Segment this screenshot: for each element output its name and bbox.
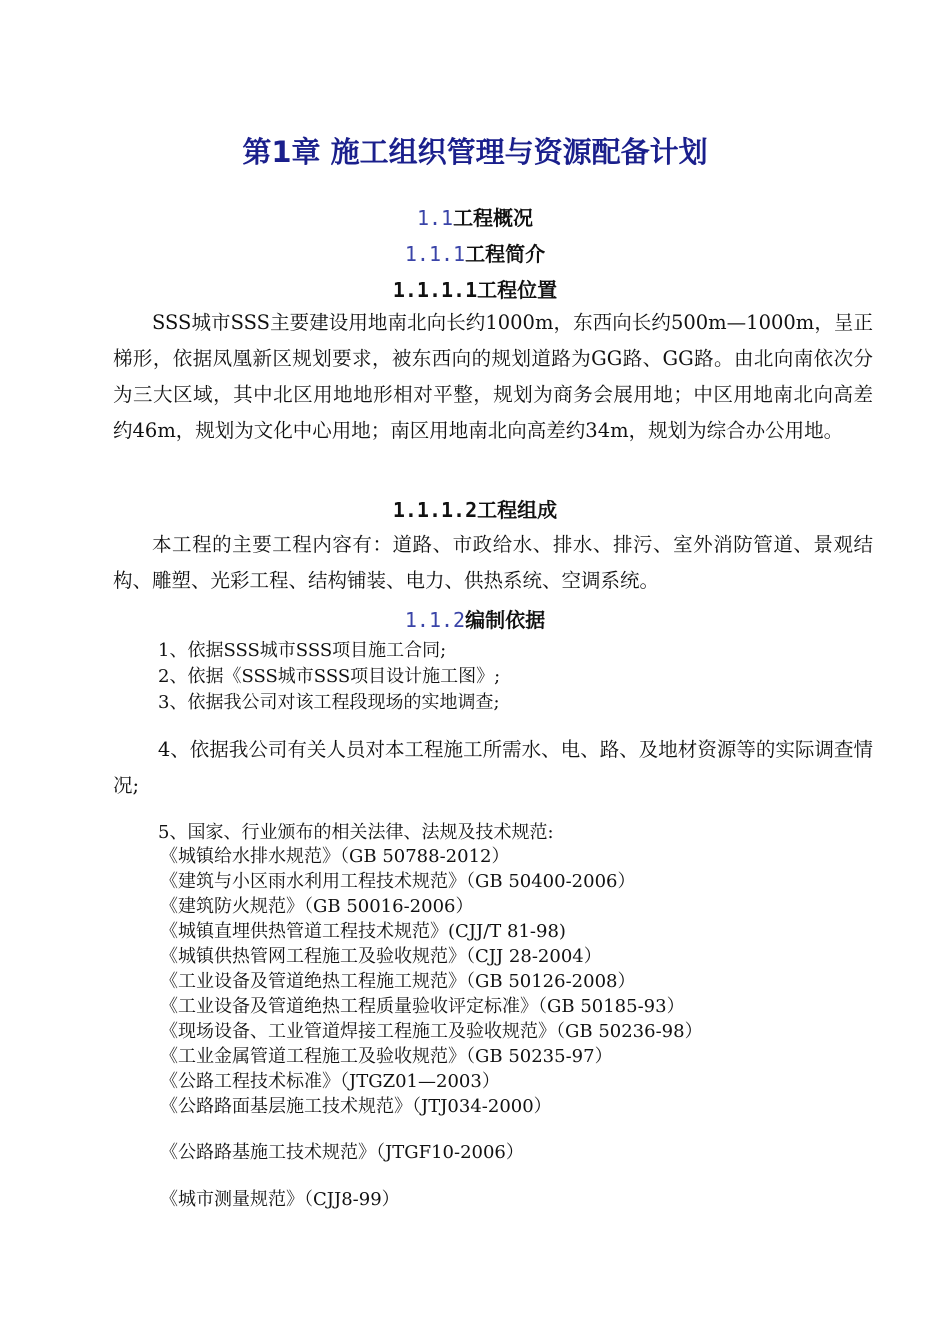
list-item: 《公路工程技术标准》（JTGZ01—2003） — [160, 1071, 500, 1092]
section-number: 1.1.1.2 — [392, 498, 478, 522]
section-heading-1-1-1 — [0, 238, 950, 267]
section-label: 编制依据 — [465, 608, 546, 632]
chapter-title: 第1章 施工组织管理与资源配备计划 — [242, 135, 708, 169]
list-item: 《城镇供热管网工程施工及验收规范》（CJJ 28-2004） — [160, 946, 602, 967]
section-label: 工程简介 — [465, 242, 546, 266]
list-item: 《建筑与小区雨水利用工程技术规范》（GB 50400-2006） — [160, 871, 636, 892]
basis-list — [158, 638, 500, 716]
section-heading-1-1-1-2 — [0, 494, 950, 523]
section-number: 1.1.2 — [404, 608, 466, 632]
list-item: 《现场设备、工业管道焊接工程施工及验收规范》（GB 50236-98） — [160, 1021, 703, 1042]
list-item: 《城镇给水排水规范》（GB 50788-2012） — [160, 846, 510, 867]
section-label: 工程概况 — [453, 206, 534, 230]
basis-item-4: 4、依据我公司有关人员对本工程施工所需水、电、路、及地材资源等的实际调查情况; — [113, 738, 873, 797]
section-heading-1-1-1-1 — [0, 274, 950, 303]
section-label: 工程组成 — [477, 498, 558, 522]
list-item: 《工业设备及管道绝热工程施工规范》（GB 50126-2008） — [160, 971, 636, 992]
basis-item-5: 5、国家、行业颁布的相关法律、法规及技术规范: — [158, 822, 554, 843]
list-item: 《工业设备及管道绝热工程质量验收评定标准》（GB 50185-93） — [160, 996, 685, 1017]
section-heading-1-1 — [0, 202, 950, 231]
section-number: 1.1.1.1 — [392, 278, 478, 302]
paragraph-location: SSS城市SSS主要建设用地南北向长约1000m，东西向长约500m—1000m，呈正梯形，依据凤凰新区规划要求，被东西向的规划道路为GG路、GG路。由北向南依次分为三大区域，其中北区用地地形相对平整，规划为商务会展用地；中区用地南北向高差约46m，规划为文化中心用地；南区用地南北向高差约34m，规划为综合办公用地。 — [113, 311, 873, 442]
standard-extra-2: 《城市测量规范》（CJJ8-99） — [160, 1189, 400, 1210]
list-item: 《公路路面基层施工技术规范》（JTJ034-2000） — [160, 1096, 552, 1117]
list-item: 1、依据SSS城市SSS项目施工合同; — [158, 640, 447, 661]
paragraph-composition: 本工程的主要工程内容有：道路、市政给水、排水、排污、室外消防管道、景观结构、雕塑、光彩工程、结构铺装、电力、供热系统、空调系统。 — [113, 533, 873, 592]
standards-list — [160, 844, 703, 1119]
standard-extra-1: 《公路路基施工技术规范》（JTGF10-2006） — [160, 1142, 524, 1163]
section-heading-1-1-2 — [0, 604, 950, 633]
list-item: 《建筑防火规范》（GB 50016-2006） — [160, 896, 474, 917]
list-item: 3、依据我公司对该工程段现场的实地调查; — [158, 692, 500, 713]
list-item: 2、依据《SSS城市SSS项目设计施工图》; — [158, 666, 501, 687]
section-number: 1.1 — [416, 206, 454, 230]
list-item: 《工业金属管道工程施工及验收规范》（GB 50235-97） — [160, 1046, 613, 1067]
list-item: 《城镇直埋供热管道工程技术规范》(CJJ/T 81-98) — [160, 921, 566, 942]
section-label: 工程位置 — [477, 278, 558, 302]
section-number: 1.1.1 — [404, 242, 466, 266]
